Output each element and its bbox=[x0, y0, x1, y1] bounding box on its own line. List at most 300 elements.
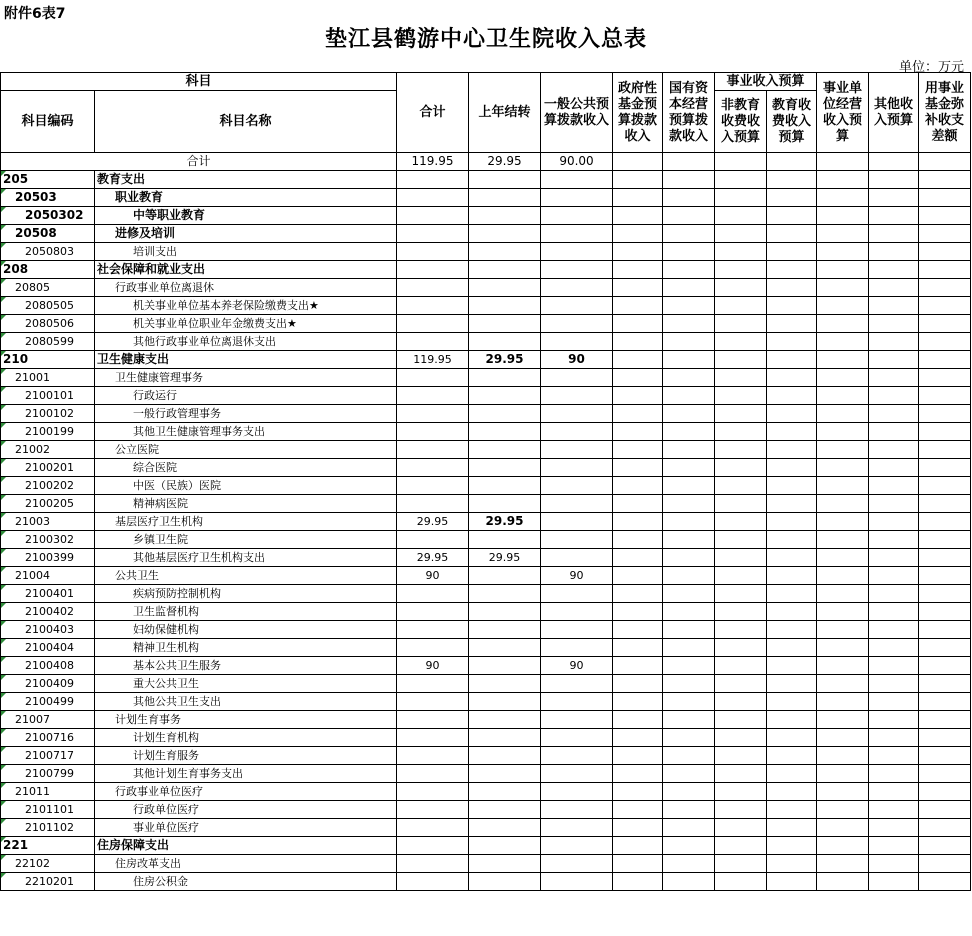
empty-cell bbox=[663, 711, 715, 729]
empty-cell bbox=[613, 261, 663, 279]
subject-name-cell: 精神病医院 bbox=[95, 495, 397, 513]
empty-cell bbox=[817, 873, 869, 891]
general-budget-cell bbox=[541, 747, 613, 765]
table-row bbox=[1, 189, 971, 207]
empty-cell bbox=[767, 405, 817, 423]
general-budget-cell bbox=[541, 837, 613, 855]
subject-code-cell: 2100499 bbox=[1, 693, 95, 711]
empty-cell bbox=[869, 207, 919, 225]
carryover-cell: 29.95 bbox=[469, 513, 541, 531]
empty-cell bbox=[919, 621, 971, 639]
subject-code-cell: 208 bbox=[1, 261, 95, 279]
gov-fund-header: 政府性基金预算拨款收入 bbox=[613, 73, 663, 153]
total-cell bbox=[397, 279, 469, 297]
empty-cell bbox=[715, 189, 767, 207]
subject-name-cell: 机关事业单位职业年金缴费支出★ bbox=[95, 315, 397, 333]
subject-name-cell: 乡镇卫生院 bbox=[95, 531, 397, 549]
subject-code-cell: 2100101 bbox=[1, 387, 95, 405]
subject-code-cell: 2100404 bbox=[1, 639, 95, 657]
total-cell bbox=[397, 765, 469, 783]
empty-cell bbox=[715, 621, 767, 639]
empty-cell bbox=[767, 261, 817, 279]
subject-name-cell: 中医（民族）医院 bbox=[95, 477, 397, 495]
empty-cell bbox=[613, 387, 663, 405]
subject-name-cell: 计划生育事务 bbox=[95, 711, 397, 729]
empty-cell bbox=[817, 279, 869, 297]
empty-cell bbox=[869, 837, 919, 855]
carryover-cell bbox=[469, 243, 541, 261]
empty-cell bbox=[613, 225, 663, 243]
subject-name-cell: 住房保障支出 bbox=[95, 837, 397, 855]
empty-cell bbox=[817, 837, 869, 855]
subject-code-cell: 21007 bbox=[1, 711, 95, 729]
empty-cell bbox=[663, 351, 715, 369]
empty-cell bbox=[715, 603, 767, 621]
general-budget-cell bbox=[541, 819, 613, 837]
carryover-cell bbox=[469, 369, 541, 387]
table-row bbox=[1, 675, 971, 693]
empty-cell bbox=[613, 279, 663, 297]
carryover-cell bbox=[469, 603, 541, 621]
empty-cell bbox=[869, 585, 919, 603]
empty-cell bbox=[817, 513, 869, 531]
table-row bbox=[1, 747, 971, 765]
total-cell bbox=[397, 585, 469, 603]
total-cell bbox=[397, 261, 469, 279]
total-cell bbox=[397, 819, 469, 837]
general-budget-cell bbox=[541, 369, 613, 387]
empty-cell bbox=[817, 549, 869, 567]
empty-cell bbox=[767, 387, 817, 405]
general-budget-cell bbox=[541, 207, 613, 225]
empty-cell bbox=[817, 207, 869, 225]
empty-cell bbox=[613, 747, 663, 765]
total-cell bbox=[397, 171, 469, 189]
empty-cell bbox=[715, 351, 767, 369]
table-row bbox=[1, 279, 971, 297]
carryover-cell bbox=[469, 801, 541, 819]
empty-cell bbox=[919, 765, 971, 783]
empty-cell bbox=[817, 297, 869, 315]
general-budget-cell bbox=[541, 549, 613, 567]
empty-cell bbox=[919, 549, 971, 567]
empty-cell bbox=[817, 189, 869, 207]
empty-cell bbox=[767, 711, 817, 729]
empty-cell bbox=[919, 873, 971, 891]
table-row bbox=[1, 531, 971, 549]
subject-name-cell: 公立医院 bbox=[95, 441, 397, 459]
subject-name-cell: 社会保障和就业支出 bbox=[95, 261, 397, 279]
empty-cell bbox=[613, 297, 663, 315]
empty-cell bbox=[869, 405, 919, 423]
empty-cell bbox=[767, 441, 817, 459]
carryover-cell bbox=[469, 477, 541, 495]
general-budget-cell: 90 bbox=[541, 351, 613, 369]
carryover-cell bbox=[469, 783, 541, 801]
empty-cell bbox=[919, 729, 971, 747]
non-edu-fee-header: 非教育收费收入预算 bbox=[715, 91, 767, 153]
empty-cell bbox=[613, 711, 663, 729]
empty-cell bbox=[869, 801, 919, 819]
subject-code-cell: 21004 bbox=[1, 567, 95, 585]
empty-cell bbox=[919, 675, 971, 693]
carryover-cell bbox=[469, 405, 541, 423]
empty-cell bbox=[767, 225, 817, 243]
empty-cell bbox=[767, 837, 817, 855]
empty-cell bbox=[869, 477, 919, 495]
subject-code-cell: 2100205 bbox=[1, 495, 95, 513]
empty-cell bbox=[613, 837, 663, 855]
empty-cell bbox=[715, 495, 767, 513]
empty-cell bbox=[715, 279, 767, 297]
subject-code-cell: 21001 bbox=[1, 369, 95, 387]
empty-cell bbox=[715, 747, 767, 765]
empty-cell bbox=[869, 441, 919, 459]
empty-cell bbox=[663, 459, 715, 477]
empty-cell bbox=[663, 189, 715, 207]
state-capital-header: 国有资本经营预算拨款收入 bbox=[663, 73, 715, 153]
empty-cell bbox=[919, 261, 971, 279]
empty-cell bbox=[919, 405, 971, 423]
general-budget-cell bbox=[541, 333, 613, 351]
empty-cell bbox=[869, 495, 919, 513]
subject-name-cell: 其他行政事业单位离退休支出 bbox=[95, 333, 397, 351]
table-row bbox=[1, 765, 971, 783]
empty-cell bbox=[869, 279, 919, 297]
empty-cell bbox=[715, 459, 767, 477]
empty-cell bbox=[869, 657, 919, 675]
carryover-cell bbox=[469, 855, 541, 873]
empty-cell bbox=[663, 243, 715, 261]
subject-name-cell: 公共卫生 bbox=[95, 567, 397, 585]
table-row bbox=[1, 477, 971, 495]
total-cell bbox=[397, 603, 469, 621]
total-cell bbox=[397, 459, 469, 477]
empty-cell bbox=[663, 855, 715, 873]
empty-cell bbox=[715, 783, 767, 801]
carryover-cell bbox=[469, 189, 541, 207]
carryover-cell bbox=[469, 441, 541, 459]
empty-cell bbox=[919, 387, 971, 405]
edu-fee-header: 教育收费收入预算 bbox=[767, 91, 817, 153]
empty-cell bbox=[767, 513, 817, 531]
subject-name-cell: 教育支出 bbox=[95, 171, 397, 189]
empty-cell bbox=[817, 801, 869, 819]
table-row bbox=[1, 657, 971, 675]
empty-cell bbox=[767, 459, 817, 477]
empty-cell bbox=[613, 477, 663, 495]
subject-code-cell: 2080505 bbox=[1, 297, 95, 315]
empty-cell bbox=[663, 549, 715, 567]
total-cell bbox=[397, 729, 469, 747]
table-row bbox=[1, 351, 971, 369]
general-budget-cell bbox=[541, 495, 613, 513]
table-row bbox=[1, 423, 971, 441]
subject-name-cell: 行政单位医疗 bbox=[95, 801, 397, 819]
carryover-cell bbox=[469, 297, 541, 315]
total-cell bbox=[397, 423, 469, 441]
total-row bbox=[1, 153, 971, 171]
subject-code-cell: 2210201 bbox=[1, 873, 95, 891]
empty-cell bbox=[715, 315, 767, 333]
carryover-cell bbox=[469, 531, 541, 549]
total-cell bbox=[397, 873, 469, 891]
empty-cell bbox=[663, 207, 715, 225]
empty-cell bbox=[715, 819, 767, 837]
empty-cell bbox=[869, 873, 919, 891]
empty-cell bbox=[919, 243, 971, 261]
empty-cell bbox=[613, 189, 663, 207]
general-budget-cell bbox=[541, 729, 613, 747]
total-cell bbox=[397, 855, 469, 873]
empty-cell bbox=[767, 747, 817, 765]
empty-cell bbox=[817, 585, 869, 603]
empty-cell bbox=[869, 369, 919, 387]
empty-cell bbox=[767, 423, 817, 441]
page-title: 垫江县鹤游中心卫生院收入总表 bbox=[324, 26, 647, 52]
empty-cell bbox=[817, 387, 869, 405]
empty-cell bbox=[869, 675, 919, 693]
table-row bbox=[1, 729, 971, 747]
subject-code-cell: 2100202 bbox=[1, 477, 95, 495]
table-row bbox=[1, 567, 971, 585]
empty-cell bbox=[869, 819, 919, 837]
attachment-label: 附件6表7 bbox=[4, 6, 66, 22]
empty-cell bbox=[767, 585, 817, 603]
empty-cell bbox=[715, 567, 767, 585]
empty-cell bbox=[613, 783, 663, 801]
subject-name-cell: 中等职业教育 bbox=[95, 207, 397, 225]
empty-cell bbox=[663, 801, 715, 819]
total-cell bbox=[397, 531, 469, 549]
table-row bbox=[1, 711, 971, 729]
carryover-cell bbox=[469, 693, 541, 711]
subject-code-cell: 2100716 bbox=[1, 729, 95, 747]
carryover-cell bbox=[469, 459, 541, 477]
total-cell bbox=[397, 801, 469, 819]
subject-code-cell: 210 bbox=[1, 351, 95, 369]
empty-cell bbox=[715, 549, 767, 567]
empty-cell bbox=[919, 639, 971, 657]
subject-code-cell: 21002 bbox=[1, 441, 95, 459]
carryover-cell bbox=[469, 819, 541, 837]
empty-cell bbox=[817, 783, 869, 801]
empty-cell bbox=[663, 387, 715, 405]
empty-cell bbox=[767, 765, 817, 783]
general-budget-cell bbox=[541, 459, 613, 477]
empty-cell bbox=[919, 819, 971, 837]
empty-cell bbox=[715, 225, 767, 243]
empty-cell bbox=[613, 693, 663, 711]
carryover-cell: 29.95 bbox=[469, 351, 541, 369]
subject-name-cell: 其他卫生健康管理事务支出 bbox=[95, 423, 397, 441]
empty-cell bbox=[919, 297, 971, 315]
general-budget-cell: 90 bbox=[541, 567, 613, 585]
general-budget-cell bbox=[541, 243, 613, 261]
empty-cell bbox=[613, 153, 663, 171]
empty-cell bbox=[663, 621, 715, 639]
income-summary-table bbox=[0, 72, 971, 891]
empty-cell bbox=[613, 729, 663, 747]
empty-cell bbox=[715, 765, 767, 783]
empty-cell bbox=[817, 819, 869, 837]
table-row bbox=[1, 261, 971, 279]
subject-name-cell: 综合医院 bbox=[95, 459, 397, 477]
empty-cell bbox=[767, 639, 817, 657]
empty-cell bbox=[817, 765, 869, 783]
empty-cell bbox=[869, 765, 919, 783]
subject-name-cell: 培训支出 bbox=[95, 243, 397, 261]
empty-cell bbox=[715, 657, 767, 675]
general-budget-cell bbox=[541, 675, 613, 693]
empty-cell bbox=[869, 189, 919, 207]
empty-cell bbox=[869, 621, 919, 639]
empty-cell bbox=[767, 531, 817, 549]
carryover-cell bbox=[469, 261, 541, 279]
subject-code-cell: 20805 bbox=[1, 279, 95, 297]
empty-cell bbox=[869, 783, 919, 801]
total-cell bbox=[397, 369, 469, 387]
subject-code-cell: 2100409 bbox=[1, 675, 95, 693]
total-cell bbox=[397, 639, 469, 657]
subject-name-cell: 职业教育 bbox=[95, 189, 397, 207]
empty-cell bbox=[715, 855, 767, 873]
total-row-carryover: 29.95 bbox=[469, 153, 541, 171]
empty-cell bbox=[715, 297, 767, 315]
empty-cell bbox=[663, 513, 715, 531]
subject-code-cell: 2100201 bbox=[1, 459, 95, 477]
empty-cell bbox=[817, 369, 869, 387]
table-row bbox=[1, 819, 971, 837]
empty-cell bbox=[817, 711, 869, 729]
empty-cell bbox=[663, 423, 715, 441]
empty-cell bbox=[663, 585, 715, 603]
empty-cell bbox=[613, 207, 663, 225]
empty-cell bbox=[919, 315, 971, 333]
empty-cell bbox=[663, 531, 715, 549]
empty-cell bbox=[613, 567, 663, 585]
empty-cell bbox=[715, 477, 767, 495]
general-budget-cell bbox=[541, 855, 613, 873]
total-row-total: 119.95 bbox=[397, 153, 469, 171]
subject-name-cell: 其他计划生育事务支出 bbox=[95, 765, 397, 783]
empty-cell bbox=[767, 693, 817, 711]
table-row bbox=[1, 603, 971, 621]
empty-cell bbox=[817, 567, 869, 585]
subject-code-cell: 2100102 bbox=[1, 405, 95, 423]
total-cell bbox=[397, 315, 469, 333]
carryover-cell bbox=[469, 711, 541, 729]
subject-name-cell: 精神卫生机构 bbox=[95, 639, 397, 657]
general-budget-cell bbox=[541, 873, 613, 891]
empty-cell bbox=[817, 441, 869, 459]
empty-cell bbox=[613, 459, 663, 477]
empty-cell bbox=[869, 747, 919, 765]
carryover-cell: 29.95 bbox=[469, 549, 541, 567]
carryover-header: 上年结转 bbox=[469, 73, 541, 153]
total-cell bbox=[397, 387, 469, 405]
table-body bbox=[1, 153, 971, 891]
subject-code-cell: 2050302 bbox=[1, 207, 95, 225]
empty-cell bbox=[767, 729, 817, 747]
general-budget-cell bbox=[541, 531, 613, 549]
carryover-cell bbox=[469, 423, 541, 441]
general-budget-cell bbox=[541, 387, 613, 405]
total-cell: 29.95 bbox=[397, 549, 469, 567]
empty-cell bbox=[919, 711, 971, 729]
carryover-cell bbox=[469, 171, 541, 189]
total-cell bbox=[397, 441, 469, 459]
empty-cell bbox=[817, 225, 869, 243]
subject-code-cell: 2101101 bbox=[1, 801, 95, 819]
empty-cell bbox=[613, 369, 663, 387]
carryover-cell bbox=[469, 765, 541, 783]
empty-cell bbox=[663, 225, 715, 243]
subject-name-cell: 住房公积金 bbox=[95, 873, 397, 891]
carryover-cell bbox=[469, 495, 541, 513]
empty-cell bbox=[613, 513, 663, 531]
subject-name-cell: 基层医疗卫生机构 bbox=[95, 513, 397, 531]
table-row bbox=[1, 405, 971, 423]
empty-cell bbox=[869, 387, 919, 405]
general-budget-cell bbox=[541, 801, 613, 819]
subject-code-cell: 2050803 bbox=[1, 243, 95, 261]
empty-cell bbox=[919, 603, 971, 621]
empty-cell bbox=[767, 477, 817, 495]
subject-name-cell: 行政事业单位离退休 bbox=[95, 279, 397, 297]
empty-cell bbox=[613, 873, 663, 891]
general-budget-cell bbox=[541, 693, 613, 711]
empty-cell bbox=[715, 513, 767, 531]
general-budget-cell bbox=[541, 189, 613, 207]
table-row bbox=[1, 171, 971, 189]
empty-cell bbox=[663, 675, 715, 693]
subject-name-cell: 机关事业单位基本养老保险缴费支出★ bbox=[95, 297, 397, 315]
empty-cell bbox=[613, 549, 663, 567]
empty-cell bbox=[613, 675, 663, 693]
table-row bbox=[1, 441, 971, 459]
subject-name-cell: 事业单位医疗 bbox=[95, 819, 397, 837]
subject-name-cell: 住房改革支出 bbox=[95, 855, 397, 873]
empty-cell bbox=[919, 801, 971, 819]
empty-cell bbox=[715, 369, 767, 387]
subject-code-cell: 2100402 bbox=[1, 603, 95, 621]
empty-cell bbox=[767, 297, 817, 315]
subject-code-cell: 2100799 bbox=[1, 765, 95, 783]
table-row bbox=[1, 459, 971, 477]
empty-cell bbox=[715, 711, 767, 729]
empty-cell bbox=[715, 243, 767, 261]
carryover-cell bbox=[469, 567, 541, 585]
empty-cell bbox=[767, 567, 817, 585]
total-cell bbox=[397, 837, 469, 855]
subject-name-cell: 其他公共卫生支出 bbox=[95, 693, 397, 711]
general-budget-cell bbox=[541, 765, 613, 783]
empty-cell bbox=[715, 675, 767, 693]
empty-cell bbox=[663, 639, 715, 657]
subject-code-cell: 205 bbox=[1, 171, 95, 189]
empty-cell bbox=[663, 315, 715, 333]
empty-cell bbox=[869, 225, 919, 243]
empty-cell bbox=[919, 567, 971, 585]
empty-cell bbox=[869, 693, 919, 711]
empty-cell bbox=[919, 459, 971, 477]
total-row-label: 合计 bbox=[1, 153, 397, 171]
subject-name-cell: 进修及培训 bbox=[95, 225, 397, 243]
empty-cell bbox=[663, 333, 715, 351]
empty-cell bbox=[919, 693, 971, 711]
empty-cell bbox=[817, 423, 869, 441]
